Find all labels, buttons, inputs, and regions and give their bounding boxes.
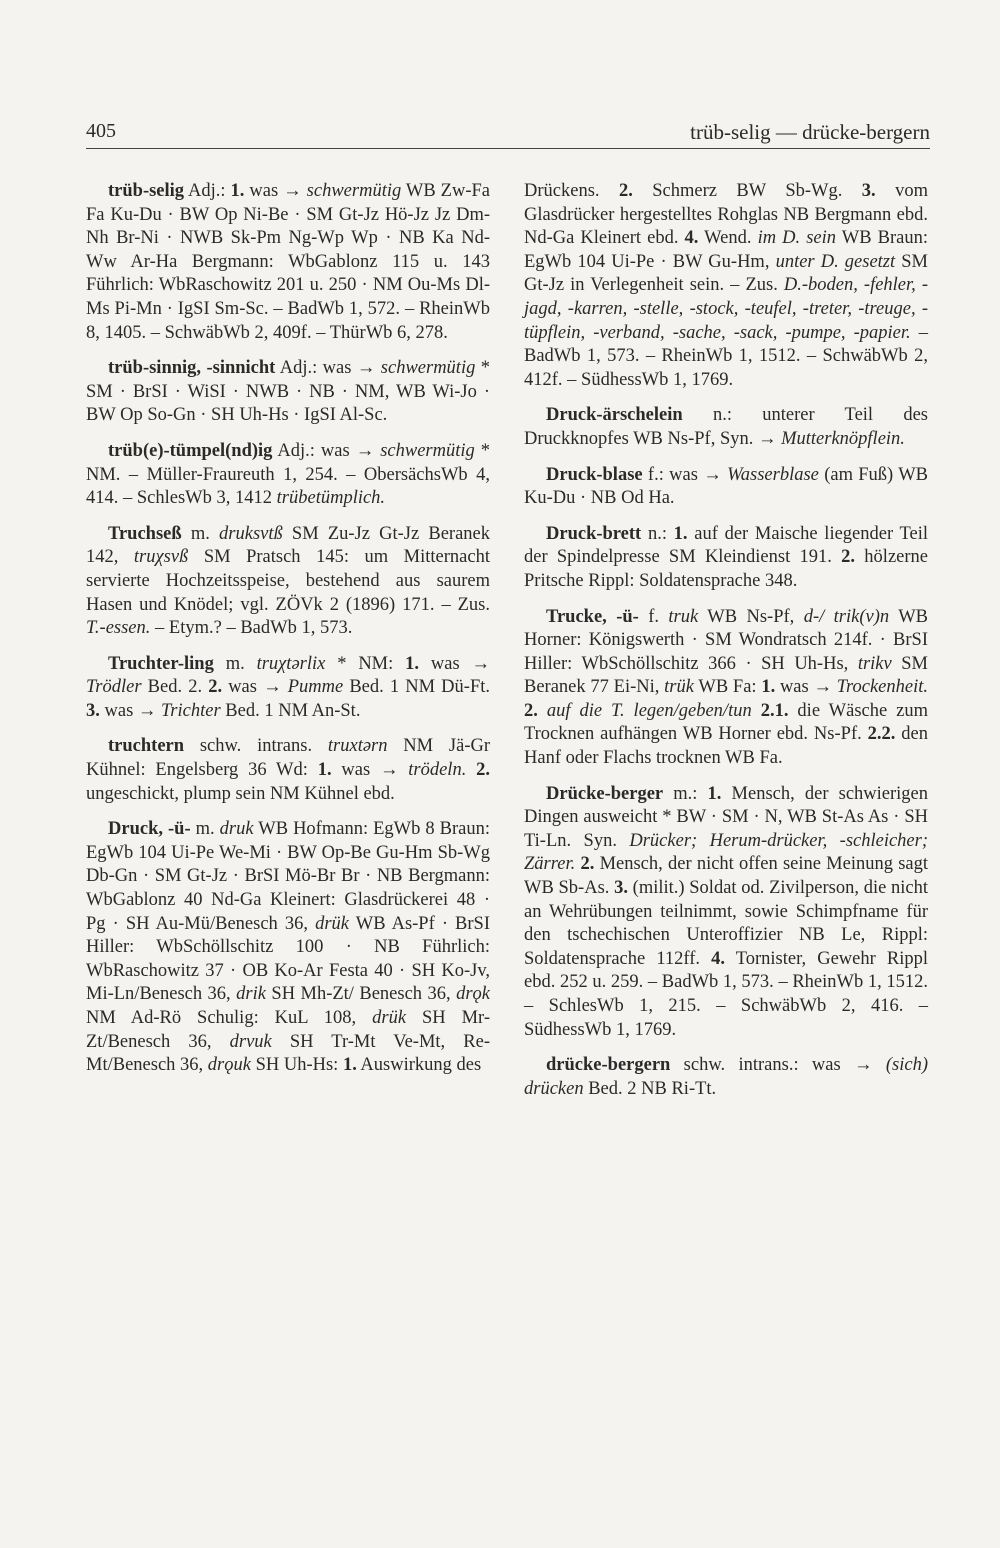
sense-number: 3. <box>86 700 100 721</box>
sense-number: 2. <box>618 181 633 201</box>
entry-text: schw. intrans. <box>184 736 328 757</box>
entry-italic-text: D.-boden, -fehler, -jagd, -karren, -stelle, -stock, -teufel, -treter, -treuge, -tüpflein, -verband, -sache, -sack, -pumpe, -papier. <box>524 275 928 343</box>
entry-text: – Etym.? – BadWb 1, 573. <box>150 618 353 639</box>
entry-text: vom Glasdrücker hergestelltes Rohglas NB Bergmann ebd. Nd-Ga Kleinert ebd. <box>524 181 928 249</box>
entry-text: SH Uh-Hs: <box>250 1055 343 1076</box>
sense-number: 4. <box>684 228 699 249</box>
entry-text: SM Zu-Jz Gt-Jz Beranek 142, <box>86 523 490 568</box>
entry-text: Bed. 2 NB Ri-Tt. <box>583 1078 717 1099</box>
entry-text: m. <box>190 819 220 840</box>
entry-text: * NM. – Müller-Fraureuth 1, 254. – ObersächsWb 4, 414. – SchlesWb 3, 1412 <box>86 440 491 509</box>
entry-italic-text: schwermütig <box>380 358 476 379</box>
dictionary-entry <box>86 735 490 806</box>
entry-lemma: Truchter-ling <box>108 653 214 674</box>
entry-text: WB Horner: Königswerth · SM Wondratsch 214f. · BrSI Hiller: WbSchöllschitz 366 · SH Uh-Hs, <box>524 606 929 674</box>
entry-text: die Wäsche zum Trocknen aufhängen WB Horner ebd. Ns-Pf. <box>524 700 929 745</box>
entry-text: – BadWb 1, 573. – RheinWb 1, 1512. – SchwäbWb 2, 412f. – SüdhessWb 1, 1769. <box>524 322 929 390</box>
entry-italic-text: trük <box>664 677 694 698</box>
entry-text <box>538 701 547 721</box>
entry-text <box>752 701 761 721</box>
entry-text: Auswirkung des <box>356 1055 482 1076</box>
entry-text: Mensch, der schwierigen Dingen ausweicht * BW · SM · N, WB St-As As · SH Ti-Ln. Syn. <box>524 783 929 851</box>
entry-lemma: trüb-selig <box>108 181 185 201</box>
sense-number: 2. <box>841 547 856 568</box>
entry-italic-text: T.-essen. <box>86 618 151 639</box>
dictionary-entry <box>524 606 928 771</box>
dictionary-entry <box>524 404 928 451</box>
entry-text: SM Beranek 77 Ei-Ni, <box>524 653 928 698</box>
entry-italic-text: Wasserblase <box>727 464 819 485</box>
entry-text: Schmerz BW Sb-Wg. <box>632 181 862 201</box>
entry-italic-text: truχtərlix <box>256 653 326 674</box>
entry-italic-text: schwermütig <box>306 181 402 201</box>
entry-text: was → <box>419 653 491 674</box>
entry-text: Wend. <box>698 228 758 249</box>
entry-italic-text: unter D. gesetzt <box>775 251 896 272</box>
entry-text: f. <box>638 606 669 627</box>
entry-text: SH Mh-Zt/ Benesch 36, <box>265 984 457 1005</box>
entry-text: m.: <box>663 783 708 804</box>
sense-number: 3. <box>861 181 876 201</box>
entry-italic-text: Trödler <box>86 677 142 698</box>
entry-italic-text: drvuk <box>229 1031 272 1052</box>
sense-number: 1. <box>761 677 776 698</box>
entry-text: Adj.: was → <box>272 440 381 461</box>
entry-text: Tornister, Gewehr Rippl ebd. 252 u. 259. – BadWb 1, 573. – RheinWb 1, 1512. – SchlesWb 1, 215. – SchwäbWb 2, 416. – SüdhessWb 1, 1769. <box>524 948 928 1040</box>
sense-number: 1. <box>342 1055 357 1076</box>
entry-italic-text: drǫk <box>456 984 490 1005</box>
dictionary-entry <box>86 818 490 1078</box>
entry-italic-text: druksvtß <box>219 523 283 544</box>
sense-number: 2.1. <box>760 700 789 721</box>
entry-text: den Hanf oder Flachs trocknen WB Fa. <box>524 724 928 769</box>
entry-text: * SM · BrSI · WiSI · NWB · NB · NM, WB Wi-Jo · BW Op So-Gn · SH Uh-Hs · IgSI Al-Sc. <box>86 358 491 426</box>
entry-lemma: Truchseß <box>108 523 182 544</box>
entry-italic-text: trübetümplich. <box>276 488 386 509</box>
entry-italic-text: Trichter <box>161 700 221 721</box>
entry-italic-text: Drücker; Herum-drücker, -schleicher; Zärrer. <box>524 830 928 875</box>
entry-italic-text: truk <box>668 606 699 627</box>
entry-text <box>466 760 476 780</box>
entry-italic-text: Trockenheit. <box>836 677 928 698</box>
entry-lemma: trüb-sinnig, -sinnicht <box>108 358 276 379</box>
dictionary-entry <box>524 180 928 392</box>
sense-number: 2. <box>580 854 595 875</box>
dictionary-entry <box>524 464 928 511</box>
entry-text: auf der Maische liegender Teil der Spindelpresse SM Kleindienst 191. <box>524 523 929 568</box>
page-number: 405 <box>86 120 116 142</box>
entry-text: was → <box>775 677 837 698</box>
sense-number: 1. <box>230 181 245 201</box>
entry-lemma: Druck, -ü- <box>108 819 191 840</box>
entry-italic-text: trödeln. <box>408 760 467 781</box>
entry-text: was → <box>99 700 162 721</box>
entry-text: Bed. 1 NM An-St. <box>220 700 361 721</box>
entry-lemma: Druck-blase <box>546 464 643 485</box>
entry-italic-text: drük <box>315 913 349 934</box>
sense-number: 2.2. <box>867 724 896 745</box>
entry-lemma: trüb(e)-tümpel(nd)ig <box>108 440 273 461</box>
entry-text: Adj.: <box>184 181 231 201</box>
entry-italic-text: druk <box>219 819 254 840</box>
entry-text: (milit.) Soldat od. Zivilperson, die nicht an Wehrübungen teilnimmt, sowie Schimpfname für den tschechischen Unteroffizier NB Le, Rippl: Soldatensprache 112ff. <box>524 878 928 969</box>
entry-italic-text: auf die T. legen/geben/tun <box>546 700 752 721</box>
entry-italic-text: Mutterknöpflein. <box>781 428 905 449</box>
sense-number: 1. <box>405 653 420 674</box>
entry-text: hölzerne Pritsche Rippl: Soldatensprache 348. <box>524 547 928 591</box>
running-head: trüb-selig — drücke-bergern <box>690 120 930 144</box>
entry-text: ungeschickt, plump sein NM Kühnel ebd. <box>86 783 395 804</box>
sense-number: 2. <box>524 700 538 721</box>
entry-italic-text: Pumme <box>287 677 344 698</box>
entry-italic-text: drük <box>372 1008 407 1028</box>
dictionary-entry <box>524 1054 928 1101</box>
entry-italic-text: drǫuk <box>207 1055 251 1076</box>
entry-text: NM Ad-Rö Schulig: KuL 108, <box>86 1008 373 1028</box>
entry-text: n.: <box>641 523 674 544</box>
entry-text: * NM: <box>325 653 406 674</box>
dictionary-entry <box>86 357 490 428</box>
entry-italic-text: d-/ trik(v)n <box>803 606 890 627</box>
entry-lemma: Trucke, -ü- <box>546 606 639 627</box>
sense-number: 3. <box>614 878 628 899</box>
entry-text: f.: was → <box>642 464 728 485</box>
dictionary-entry <box>86 440 490 511</box>
entry-lemma: Drücke-berger <box>546 783 664 804</box>
entry-italic-text: (sich) drücken <box>524 1055 928 1099</box>
sense-number: 4. <box>711 948 725 969</box>
entry-text: SH Tr-Mt Ve-Mt, Re-Mt/Benesch 36, <box>86 1031 490 1076</box>
entry-text: was → <box>222 677 288 698</box>
entry-text: Drückens. <box>524 181 619 201</box>
entry-italic-text: trikv <box>857 653 892 674</box>
left-column <box>86 180 490 1090</box>
entry-italic-text: drik <box>236 984 266 1005</box>
entry-italic-text: im D. sein <box>757 228 837 249</box>
sense-number: 2. <box>208 677 223 698</box>
entry-text: was → <box>244 181 307 201</box>
entry-text: WB Braun: EgWb 104 Ui-Pe · BW Gu-Hm, <box>524 228 928 272</box>
dictionary-entry <box>86 180 490 345</box>
entry-text: WB Hofmann: EgWb 8 Braun: EgWb 104 Ui-Pe We-Mi · BW Op-Be Gu-Hm Sb-Wg Db-Gn · SM Gt-Jz · BrSI Mö-Br Br · NB Bergmann: WbGablonz 40 Nd-Ga Kleinert: Glasdrückerei 48 · Pg · SH Au-Mü/Benesch 36, <box>86 819 490 934</box>
entry-lemma: drücke-bergern <box>546 1055 671 1076</box>
entry-lemma: Druck-ärschelein <box>546 405 683 426</box>
entry-text: WB Zw-Fa Fa Ku-Du · BW Op Ni-Be · SM Gt-Jz Hö-Jz Jz Dm-Nh Br-Ni · NWB Sk-Pm Ng-Wp Wp · NB Ka Nd-Ww Ar-Ha Bergmann: WbGablonz 115 u. 143 Führlich: WbRaschowitz 201 u. 250 · NM Ou-Ms Dl-Ms Pi-Mn · IgSI Sm-Sc. – BadWb 1, 572. – RheinWb 8, 1405. – SchwäbWb 2, 409f. – ThürWb 6, 278. <box>86 181 490 343</box>
page-header <box>86 118 930 149</box>
dictionary-entry <box>524 523 928 594</box>
entry-text: m. <box>181 523 220 544</box>
sense-number: 1. <box>707 783 722 804</box>
entry-lemma: truchtern <box>108 736 185 757</box>
entry-text: Mensch, der nicht offen seine Meinung sagt WB Sb-As. <box>524 854 928 899</box>
entry-italic-text: truxtərn <box>327 736 388 757</box>
entry-text: SM Gt-Jz in Verlegenheit sein. – Zus. <box>524 251 928 296</box>
entry-text: WB Fa: <box>693 677 762 698</box>
sense-number: 2. <box>476 760 490 781</box>
entry-text: SH Mr-Zt/Benesch 36, <box>86 1008 490 1052</box>
entry-lemma: Druck-brett <box>546 523 642 544</box>
entry-text: Adj.: was → <box>275 358 381 379</box>
entry-text: WB Ns-Pf, <box>698 606 804 627</box>
entry-text: SM Pratsch 145: um Mitternacht servierte Hochzeitsspeise, bestehend aus saurem Hasen und Knödel; vgl. ZÖVk 2 (1896) 171. – Zus. <box>86 547 490 615</box>
sense-number: 1. <box>317 760 332 781</box>
entry-text: was → <box>331 760 409 781</box>
entry-text: Bed. 2. <box>141 677 209 698</box>
dictionary-entry <box>86 523 490 641</box>
entry-italic-text: schwermütig <box>380 440 475 461</box>
dictionary-entry <box>86 653 490 724</box>
right-column <box>524 180 928 1113</box>
dictionary-entry <box>524 783 928 1043</box>
entry-text: WB As-Pf · BrSI Hiller: WbSchöllschitz 100 · NB Führlich: WbRaschowitz 37 · OB Ko-Ar Festa 40 · SH Ko-Jv, Mi-Ln/Benesch 36, <box>86 913 490 1005</box>
entry-text: Bed. 1 NM Dü-Ft. <box>343 677 490 698</box>
entry-text: n.: unterer Teil des Druckknopfes WB Ns-Pf, Syn. → <box>524 405 928 449</box>
entry-text: (am Fuß) WB Ku-Du · NB Od Ha. <box>524 464 928 509</box>
entry-text: schw. intrans.: was → <box>670 1055 886 1076</box>
entry-text: NM Jä-Gr Kühnel: Engelsberg 36 Wd: <box>86 736 491 781</box>
sense-number: 1. <box>673 523 688 544</box>
entry-italic-text: truχsvß <box>133 547 189 568</box>
entry-text: m. <box>213 653 257 674</box>
